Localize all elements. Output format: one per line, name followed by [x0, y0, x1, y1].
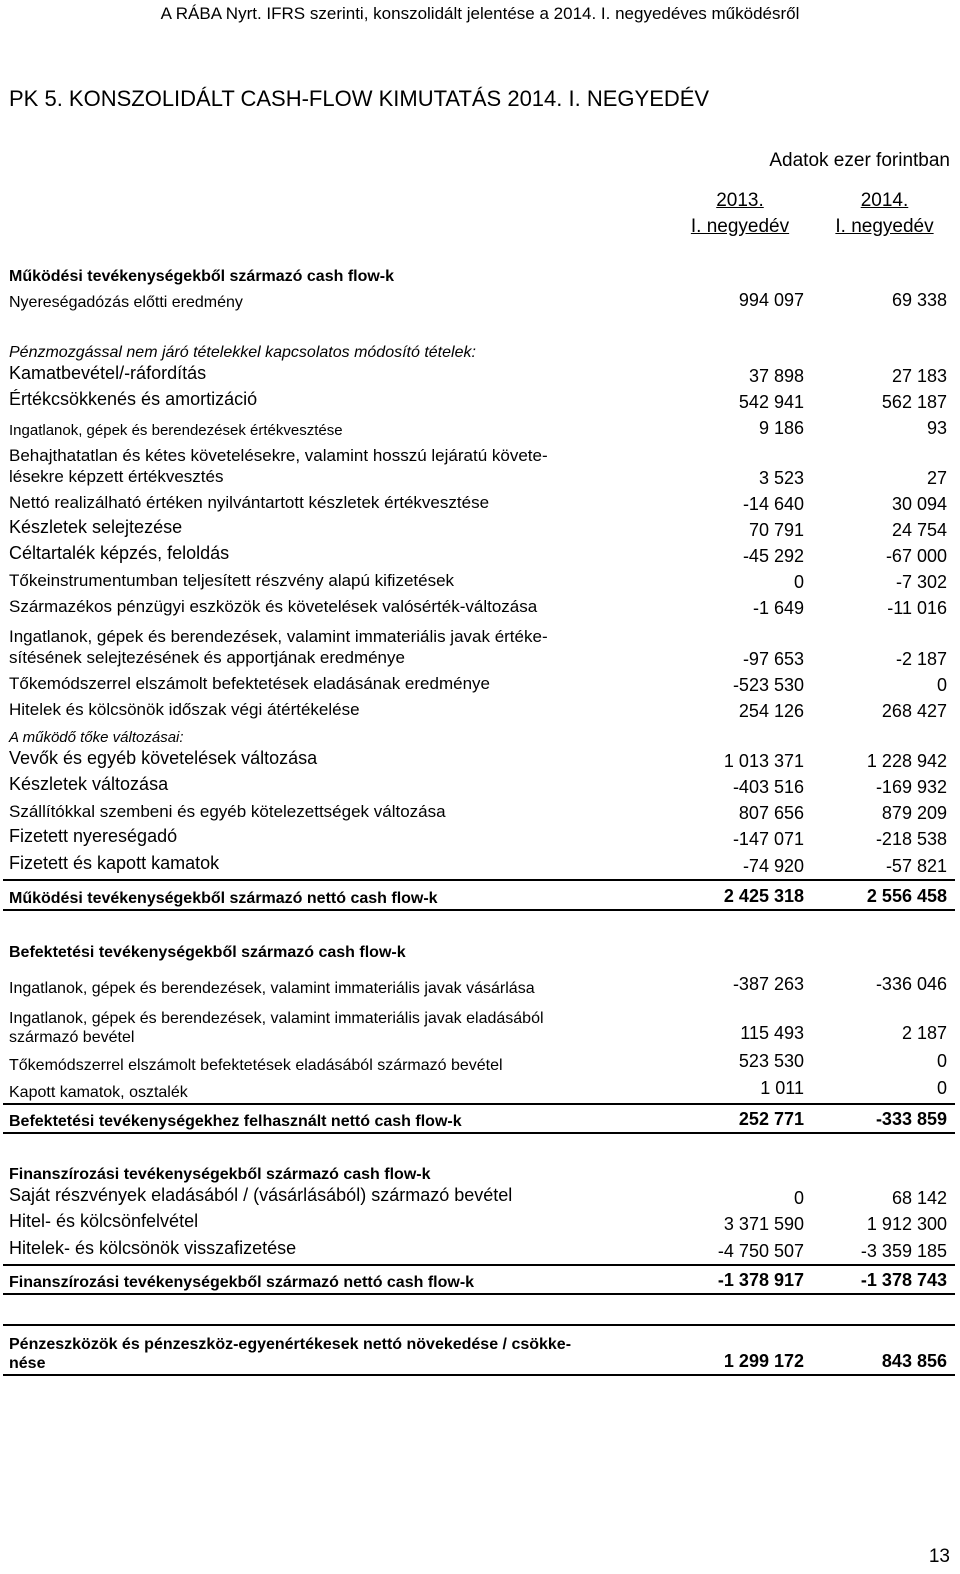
- row-label: Értékcsökkenés és amortizáció: [9, 389, 258, 410]
- row-label: Nyereségadózás előtti eredmény: [9, 293, 243, 311]
- row-label: Saját részvények eladásából / (vásárlásából) származó bevétel: [9, 1185, 513, 1206]
- value-2014: 1 912 300: [866, 1214, 947, 1235]
- divider: [3, 1264, 955, 1266]
- row-label: Finanszírozási tevékenységekből származó cash flow-k: [9, 1165, 431, 1183]
- value-2014: -2 187: [895, 649, 947, 670]
- unit-note: Adatok ezer forintban: [769, 150, 950, 171]
- row-label: Befektetési tevékenységekből származó cash flow-k: [9, 943, 406, 961]
- table-row: [9, 1184, 954, 1210]
- value-2013: 523 530: [738, 1051, 804, 1072]
- row-label: Származékos pénzügyi eszközök és követelések valósérték-változása: [9, 596, 538, 616]
- value-2013: 254 126: [738, 701, 804, 722]
- row-label: Kamatbevétel/-ráfordítás: [9, 363, 207, 384]
- row-label: Ingatlanok, gépek és berendezések értékvesztése: [9, 422, 343, 439]
- row-label: Hitel- és kölcsönfelvétel: [9, 1211, 199, 1232]
- value-2013: 9 186: [758, 418, 804, 439]
- row-label: [9, 1335, 571, 1373]
- divider: [3, 909, 955, 911]
- value-2014: 27: [926, 468, 947, 489]
- row-label-line: Ingatlanok, gépek és berendezések, valamint immateriális javak eladásából: [9, 1009, 544, 1027]
- table-row: [9, 516, 954, 542]
- value-2013: 37 898: [748, 366, 804, 387]
- row-label: Készletek selejtezése: [9, 517, 183, 538]
- divider: [3, 1374, 955, 1376]
- column-year: 2013.: [716, 190, 764, 211]
- table-row: [9, 620, 954, 671]
- row-label: [9, 446, 548, 487]
- row-label: Ingatlanok, gépek és berendezések, valamint immateriális javak vásárlása: [9, 979, 535, 997]
- table-row: [9, 799, 954, 825]
- row-label: Szállítókkal szembeni és egyéb kötelezettségek változása: [9, 801, 446, 821]
- row-label: Működési tevékenységekből származó nettó cash flow-k: [9, 889, 438, 907]
- value-2014: 0: [936, 1078, 947, 1099]
- table-row: [9, 594, 954, 620]
- value-2013: -387 263: [732, 974, 804, 995]
- page-title: PK 5. KONSZOLIDÁLT CASH-FLOW KIMUTATÁS 2014. I. NEGYEDÉV: [9, 86, 710, 111]
- table-row: [9, 414, 954, 440]
- value-2013: -523 530: [732, 675, 804, 696]
- value-2014: -7 302: [895, 572, 947, 593]
- value-2013: 70 791: [748, 520, 804, 541]
- divider: [3, 1293, 955, 1295]
- table-row: [9, 388, 954, 414]
- row-label-line: sítésének selejtezésének és apportjának eredménye: [9, 647, 405, 667]
- value-2013: -97 653: [742, 649, 804, 670]
- table-row: [9, 671, 954, 697]
- value-2013: 115 493: [740, 1023, 804, 1044]
- row-label: Pénzmozgással nem járó tételekkel kapcsolatos módosító tételek:: [9, 343, 476, 361]
- row-label: [9, 1009, 544, 1047]
- row-label: Vevők és egyéb követelések változása: [9, 748, 318, 769]
- value-2014: -218 538: [875, 829, 947, 850]
- value-2013: -403 516: [732, 777, 804, 798]
- row-label: Készletek változása: [9, 774, 169, 795]
- value-2013: 807 656: [738, 803, 804, 824]
- table-row: [9, 1210, 954, 1236]
- total-row-operating: [9, 882, 954, 908]
- value-2014: 0: [936, 1051, 947, 1072]
- value-2014: -336 046: [875, 974, 947, 995]
- value-2013: 994 097: [738, 290, 804, 311]
- value-2014: -333 859: [875, 1109, 947, 1130]
- value-2014: 879 209: [881, 803, 947, 824]
- value-2014: 268 427: [881, 701, 947, 722]
- table-row: [9, 970, 954, 998]
- value-2013: 0: [793, 1188, 804, 1209]
- subheading-working-capital: [9, 723, 954, 747]
- value-2013: 1 011: [760, 1078, 804, 1099]
- value-2014: 0: [936, 675, 947, 696]
- table-row: [9, 1048, 954, 1075]
- value-2014: 562 187: [881, 392, 947, 413]
- row-label: Tőkemódszerrel elszámolt befektetések eladásából származó bevétel: [9, 1056, 503, 1074]
- value-2014: 68 142: [891, 1188, 947, 1209]
- value-2014: 69 338: [891, 290, 947, 311]
- value-2014: 2 556 458: [866, 886, 947, 907]
- row-label-line: származó bevétel: [9, 1028, 135, 1046]
- value-2013: 3 523: [758, 468, 804, 489]
- column-header-2013: [670, 188, 810, 240]
- column-period: I. negyedév: [835, 216, 934, 237]
- section-operating-heading: [9, 262, 954, 286]
- row-label: Fizetett és kapott kamatok: [9, 853, 220, 874]
- value-2014: -3 359 185: [860, 1241, 947, 1262]
- total-row-net-change: [9, 1327, 954, 1373]
- row-label: Tőkeinstrumentumban teljesített részvény alapú kifizetések: [9, 570, 455, 590]
- value-2013: -147 071: [732, 829, 804, 850]
- value-2014: -67 000: [885, 546, 947, 567]
- value-2013: -1 649: [752, 598, 804, 619]
- value-2013: 3 371 590: [723, 1214, 804, 1235]
- page-header: A RÁBA Nyrt. IFRS szerinti, konszolidált jelentése a 2014. I. negyedéves működésről: [160, 4, 800, 23]
- value-2013: 1 299 172: [723, 1351, 804, 1372]
- row-label: Működési tevékenységekből származó cash flow-k: [9, 267, 395, 285]
- value-2014: 30 094: [891, 494, 947, 515]
- divider: [3, 1103, 955, 1105]
- column-year: 2014.: [860, 190, 909, 211]
- divider: [3, 1324, 955, 1326]
- table-row: [9, 747, 954, 773]
- column-period: I. negyedév: [690, 216, 790, 237]
- value-2014: 843 856: [881, 1351, 947, 1372]
- table-row: [9, 286, 954, 312]
- value-2014: 2 187: [901, 1023, 947, 1044]
- table-row: [9, 773, 954, 799]
- subheading-noncash-adjustments: [9, 336, 954, 362]
- row-label: Céltartalék képzés, feloldás: [9, 543, 230, 564]
- row-label: Tőkemódszerrel elszámolt befektetések eladásának eredménye: [9, 673, 490, 693]
- column-header-2014: [812, 188, 957, 240]
- value-2013: 1 013 371: [723, 751, 804, 772]
- total-row-investing: [9, 1106, 954, 1131]
- value-2013: -45 292: [742, 546, 804, 567]
- value-2013: -1 378 917: [717, 1270, 804, 1291]
- table-row: [9, 1236, 954, 1263]
- row-label-line: nése: [9, 1354, 46, 1372]
- page-number: 13: [928, 1546, 950, 1567]
- value-2013: 0: [793, 572, 804, 593]
- value-2014: -57 821: [885, 856, 947, 877]
- table-row: [9, 542, 954, 568]
- value-2013: -74 920: [742, 856, 804, 877]
- value-2014: 93: [926, 418, 947, 439]
- section-financing-heading: [9, 1160, 954, 1184]
- value-2013: 252 771: [738, 1109, 804, 1130]
- table-row: [9, 362, 954, 388]
- row-label-line: Behajthatatlan és kétes követelésekre, valamint hosszú lejáratú követe-: [9, 446, 548, 466]
- table-row: [9, 1075, 954, 1102]
- row-label: Kapott kamatok, osztalék: [9, 1083, 188, 1101]
- value-2014: -11 016: [887, 598, 947, 619]
- table-row: [9, 440, 954, 490]
- row-label: Finanszírozási tevékenységekből származó nettó cash flow-k: [9, 1273, 475, 1291]
- value-2013: 542 941: [738, 392, 804, 413]
- row-label: Fizetett nyereségadó: [9, 826, 178, 847]
- divider: [3, 1132, 955, 1134]
- value-2014: 1 228 942: [866, 751, 947, 772]
- row-label: Nettó realizálható értéken nyilvántartott készletek értékvesztése: [9, 492, 490, 512]
- row-label: Befektetési tevékenységekhez felhasznált nettó cash flow-k: [9, 1112, 462, 1130]
- value-2014: 24 754: [891, 520, 947, 541]
- table-row: [9, 568, 954, 594]
- row-label: [9, 627, 548, 668]
- row-label-line: Ingatlanok, gépek és berendezések, valamint immateriális javak értéke-: [9, 627, 548, 647]
- row-label: Hitelek és kölcsönök időszak végi átértékelése: [9, 699, 360, 719]
- row-label: Hitelek- és kölcsönök visszafizetése: [9, 1238, 297, 1259]
- value-2014: -1 378 743: [860, 1270, 947, 1291]
- table-row: [9, 490, 954, 516]
- row-label: A működő tőke változásai:: [9, 729, 184, 746]
- divider: [3, 879, 955, 881]
- table-row: [9, 851, 954, 878]
- section-investing-heading: [9, 938, 954, 962]
- value-2013: -4 750 507: [717, 1241, 804, 1262]
- value-2013: 2 425 318: [723, 886, 804, 907]
- total-row-financing: [9, 1267, 954, 1292]
- table-row: [9, 697, 954, 723]
- row-label-line: lésekre képzett értékvesztés: [9, 466, 224, 486]
- table-row: [9, 825, 954, 851]
- value-2014: -169 932: [875, 777, 947, 798]
- value-2013: -14 640: [742, 494, 804, 515]
- table-row: [9, 1001, 954, 1047]
- value-2014: 27 183: [891, 366, 947, 387]
- row-label-line: Pénzeszközök és pénzeszköz-egyenértékesek nettó növekedése / csökke-: [9, 1335, 572, 1353]
